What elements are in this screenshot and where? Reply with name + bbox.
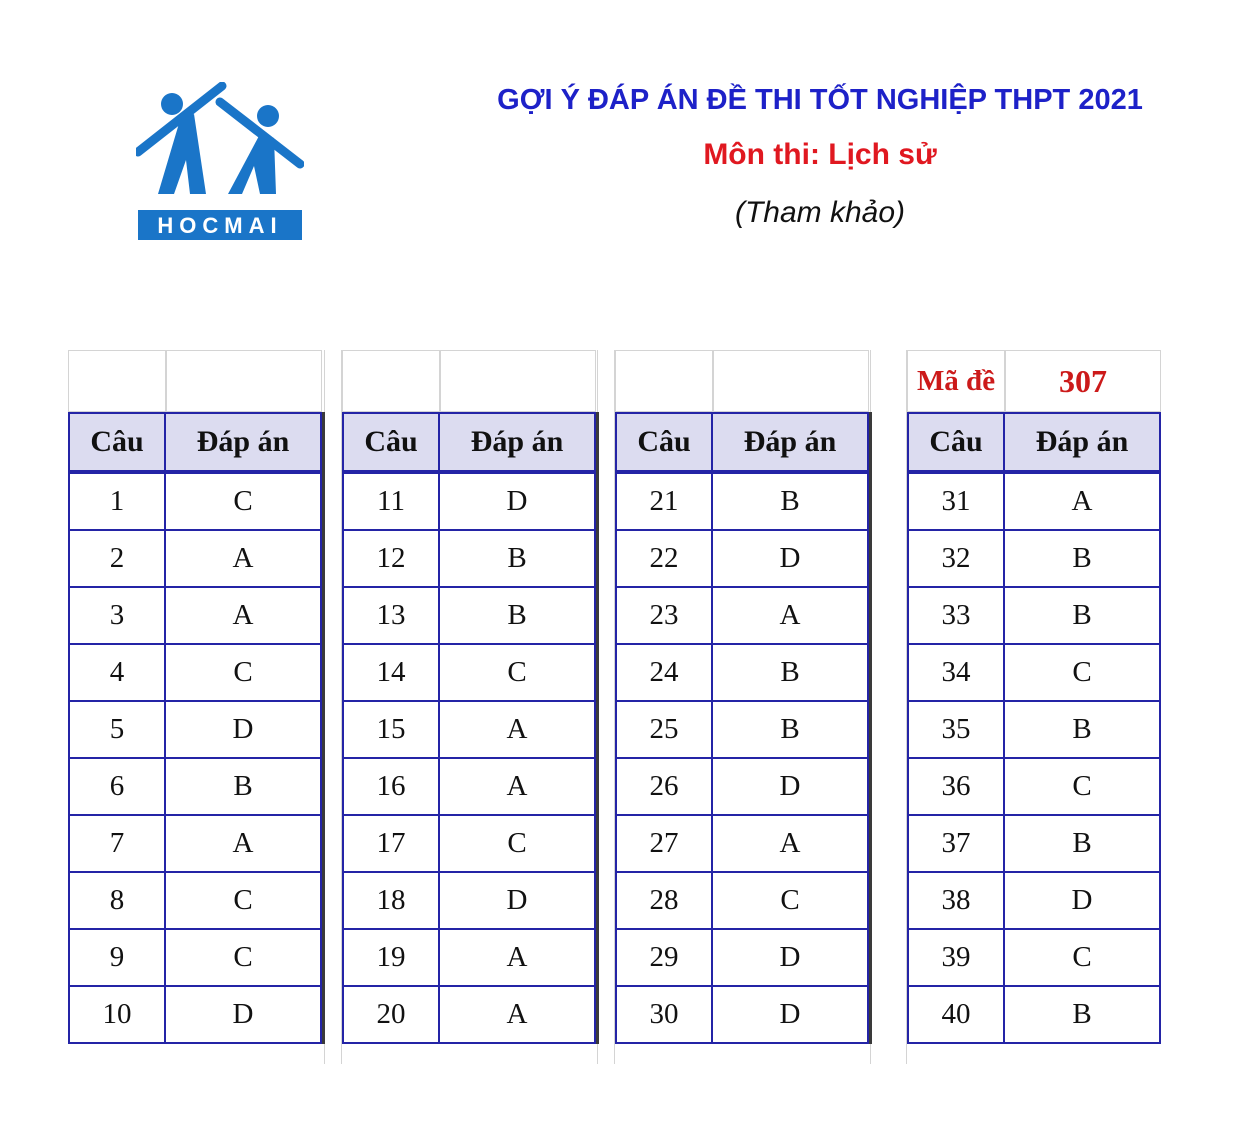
- question-number: 40: [907, 985, 1005, 1044]
- question-number: 15: [342, 700, 440, 759]
- question-number: 13: [342, 586, 440, 645]
- column-header-answer: Đáp án: [164, 412, 322, 472]
- answer-letter: D: [164, 985, 322, 1044]
- question-number: 22: [615, 529, 713, 588]
- answer-letter: B: [1003, 700, 1161, 759]
- answer-letter: B: [438, 529, 596, 588]
- answer-letter: B: [1003, 985, 1161, 1044]
- answer-letter: C: [1003, 643, 1161, 702]
- answer-letter: B: [1003, 814, 1161, 873]
- answer-letter: B: [1003, 586, 1161, 645]
- answer-letter: B: [438, 586, 596, 645]
- question-number: 29: [615, 928, 713, 987]
- blank-top-cell: [440, 350, 596, 412]
- answer-letter: D: [438, 871, 596, 930]
- hocmai-logo-icon: [136, 82, 304, 242]
- question-number: 21: [615, 472, 713, 531]
- logo-text: HOCMAI: [157, 213, 283, 238]
- question-number: 7: [68, 814, 166, 873]
- column-header-question: Câu: [342, 412, 440, 472]
- answer-letter: D: [438, 472, 596, 531]
- question-number: 24: [615, 643, 713, 702]
- question-number: 12: [342, 529, 440, 588]
- question-number: 34: [907, 643, 1005, 702]
- answer-letter: A: [438, 700, 596, 759]
- answer-letter: A: [711, 814, 869, 873]
- column-header-question: Câu: [615, 412, 713, 472]
- answer-letter: D: [164, 700, 322, 759]
- question-number: 10: [68, 985, 166, 1044]
- answer-letter: C: [1003, 757, 1161, 816]
- answer-letter: B: [711, 472, 869, 531]
- question-number: 1: [68, 472, 166, 531]
- answer-letter: C: [164, 928, 322, 987]
- answer-letter: D: [711, 757, 869, 816]
- question-number: 33: [907, 586, 1005, 645]
- answer-letter: C: [1003, 928, 1161, 987]
- answer-letter: D: [711, 985, 869, 1044]
- answer-letter: C: [438, 643, 596, 702]
- question-number: 2: [68, 529, 166, 588]
- answer-letter: A: [438, 757, 596, 816]
- answer-letter: B: [164, 757, 322, 816]
- question-number: 14: [342, 643, 440, 702]
- question-number: 5: [68, 700, 166, 759]
- question-number: 19: [342, 928, 440, 987]
- question-number: 4: [68, 643, 166, 702]
- group-separator: [870, 350, 907, 1064]
- answer-letter: A: [438, 985, 596, 1044]
- question-number: 8: [68, 871, 166, 930]
- question-number: 28: [615, 871, 713, 930]
- group-separator: [324, 350, 342, 1064]
- question-number: 36: [907, 757, 1005, 816]
- answer-letter: D: [711, 529, 869, 588]
- question-number: 3: [68, 586, 166, 645]
- blank-top-cell: [615, 350, 713, 412]
- question-number: 32: [907, 529, 1005, 588]
- question-number: 25: [615, 700, 713, 759]
- answer-letter: D: [1003, 871, 1161, 930]
- answer-letter: A: [438, 928, 596, 987]
- answer-letter: C: [438, 814, 596, 873]
- question-number: 30: [615, 985, 713, 1044]
- blank-top-cell: [68, 350, 166, 412]
- question-number: 18: [342, 871, 440, 930]
- column-header-answer: Đáp án: [711, 412, 869, 472]
- group-separator: [597, 350, 615, 1064]
- column-header-answer: Đáp án: [438, 412, 596, 472]
- question-number: 37: [907, 814, 1005, 873]
- question-number: 26: [615, 757, 713, 816]
- answer-letter: A: [164, 586, 322, 645]
- blank-top-cell: [342, 350, 440, 412]
- question-number: 9: [68, 928, 166, 987]
- question-number: 38: [907, 871, 1005, 930]
- question-number: 27: [615, 814, 713, 873]
- question-number: 35: [907, 700, 1005, 759]
- question-number: 11: [342, 472, 440, 531]
- answer-letter: A: [164, 814, 322, 873]
- answer-letter: C: [164, 472, 322, 531]
- answer-letter: B: [711, 700, 869, 759]
- question-number: 16: [342, 757, 440, 816]
- question-number: 39: [907, 928, 1005, 987]
- page-title: GỢI Ý ĐÁP ÁN ĐỀ THI TỐT NGHIỆP THPT 2021: [497, 84, 1143, 116]
- question-number: 31: [907, 472, 1005, 531]
- hocmai-logo: [136, 82, 304, 242]
- question-number: 6: [68, 757, 166, 816]
- subject-line: Môn thi: Lịch sử: [703, 138, 937, 171]
- blank-top-cell: [166, 350, 322, 412]
- answer-letter: C: [711, 871, 869, 930]
- answer-letter: A: [711, 586, 869, 645]
- answer-letter: A: [164, 529, 322, 588]
- answer-letter: C: [164, 871, 322, 930]
- answer-letter: B: [711, 643, 869, 702]
- column-header-question: Câu: [68, 412, 166, 472]
- answer-letter: D: [711, 928, 869, 987]
- column-header-answer: Đáp án: [1003, 412, 1161, 472]
- answer-letter: B: [1003, 529, 1161, 588]
- question-number: 23: [615, 586, 713, 645]
- blank-top-cell: [713, 350, 869, 412]
- question-number: 20: [342, 985, 440, 1044]
- column-header-question: Câu: [907, 412, 1005, 472]
- exam-code-label: Mã đề: [907, 350, 1005, 412]
- answer-letter: A: [1003, 472, 1161, 531]
- exam-code-value: 307: [1005, 350, 1161, 412]
- reference-note: (Tham khảo): [734, 196, 906, 229]
- answer-letter: C: [164, 643, 322, 702]
- question-number: 17: [342, 814, 440, 873]
